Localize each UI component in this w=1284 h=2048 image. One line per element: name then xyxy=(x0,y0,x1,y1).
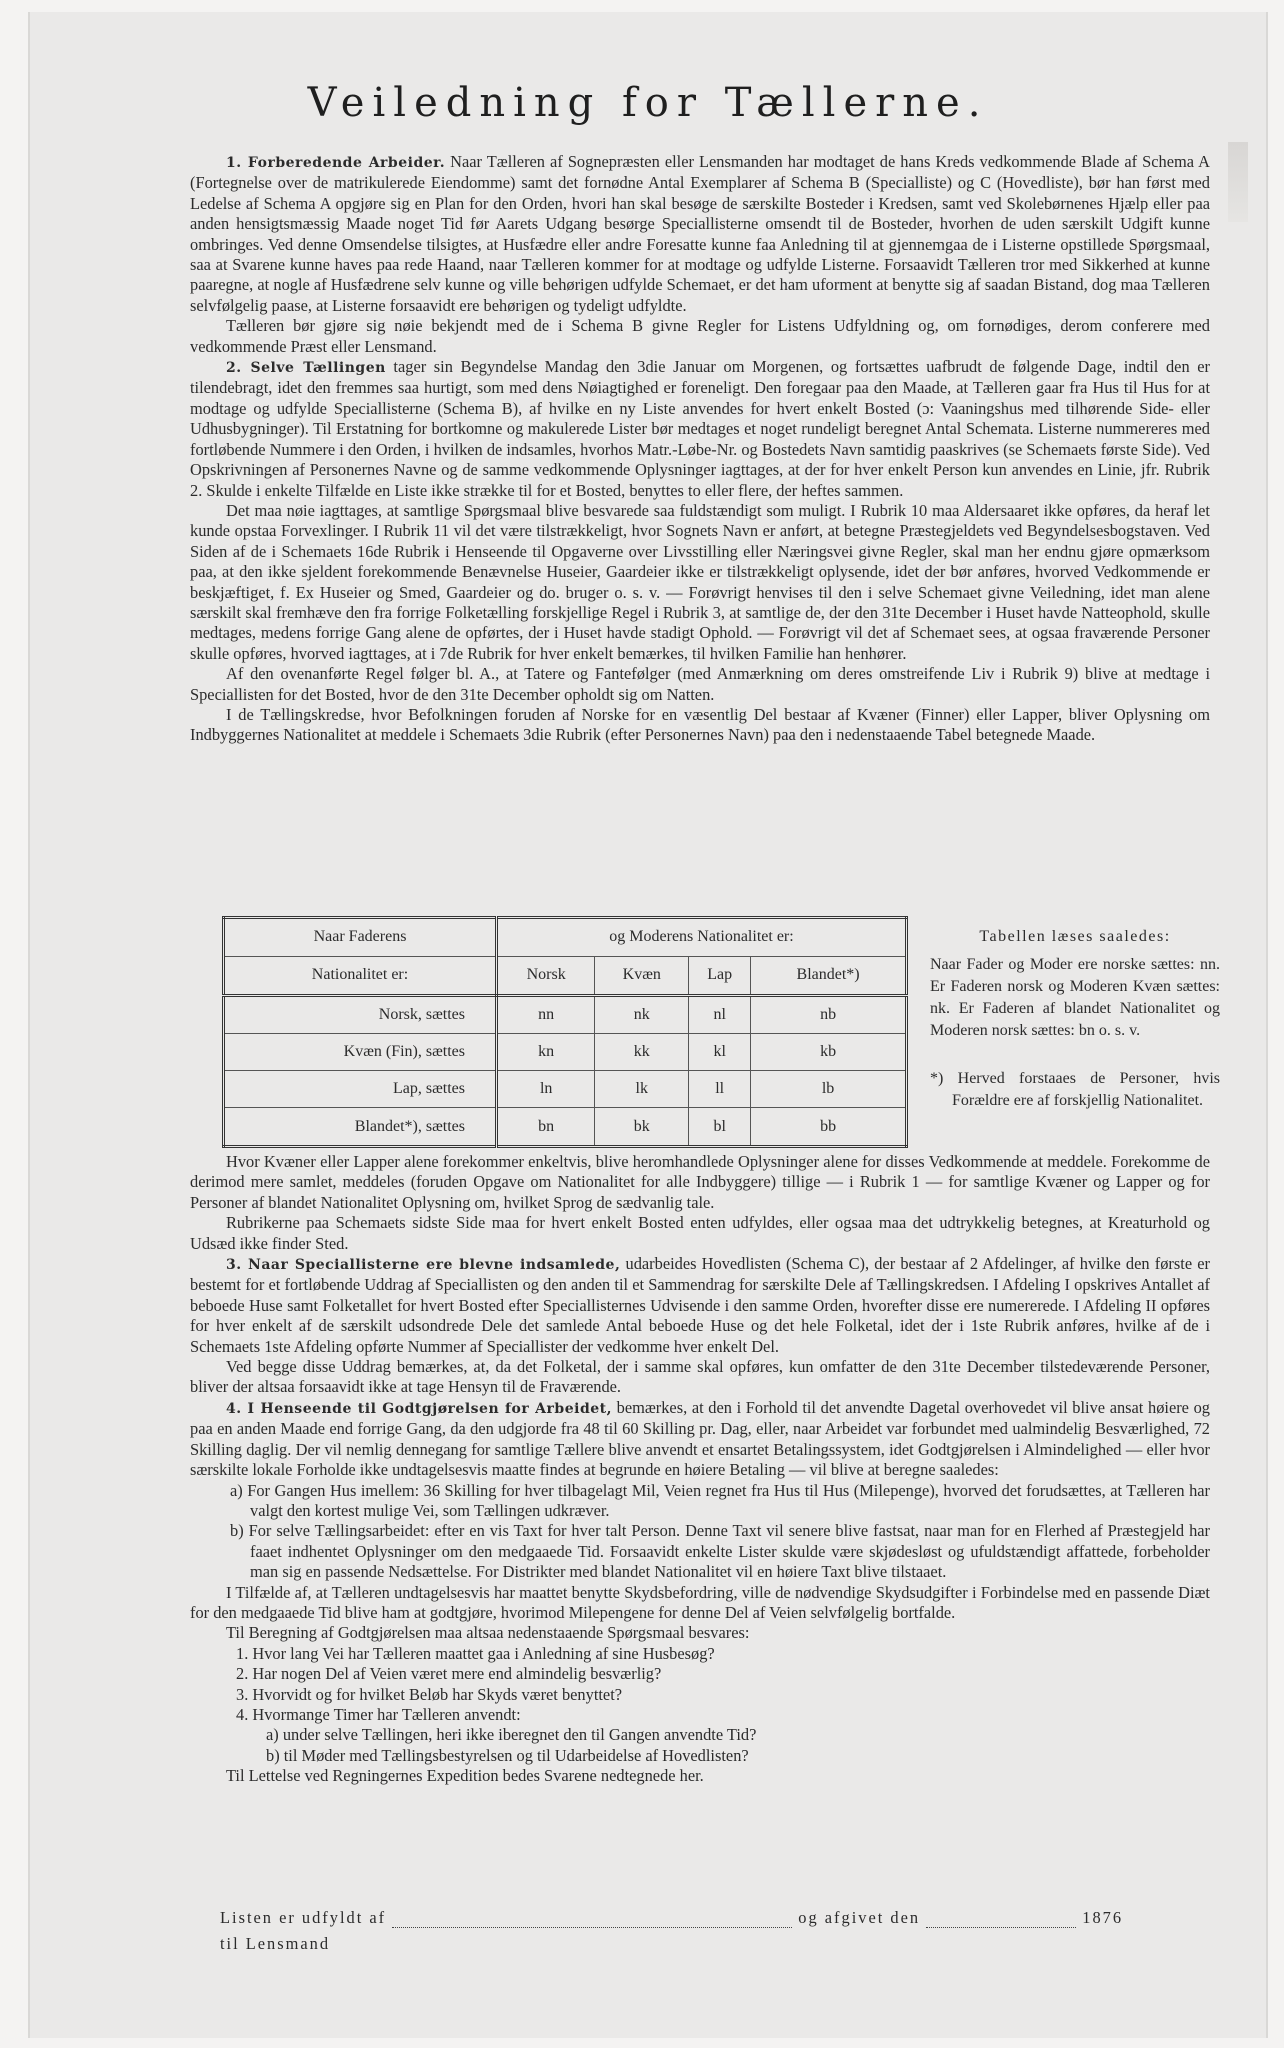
page-edge-shadow xyxy=(1228,142,1248,222)
paragraph: I Tilfælde af, at Tælleren undtagelsesvis har maattet benytte Skydsbefordring, ville de nødvendige Skydsudgifter i Forbindelse med en passende Diæt for den medgaaede Tid blive ham at godtgjøre, hvorimod Milepengene for denne Del af Veien selvfølgelig bortfalde. xyxy=(190,1582,1210,1622)
footer-year: 1876 xyxy=(1082,1908,1124,1927)
father-header-line1: Naar Faderens xyxy=(224,918,497,957)
row-label: Kvæn (Fin), sættes xyxy=(224,1034,497,1071)
table-row xyxy=(224,1108,907,1147)
table-cell: lk xyxy=(595,1071,689,1108)
column-header: Blandet*) xyxy=(751,956,907,995)
side-note-caption: Tabellen læses saaledes: xyxy=(979,928,1171,945)
table-cell: ll xyxy=(689,1071,751,1108)
body-section-3-4 xyxy=(190,1152,1210,1787)
paragraph-text: tager sin Begyndelse Mandag den 3die Januar om Morgenen, og fortsættes uafbrudt de følgende Dage, indtil den er tilendebragt, idet den fremmes saa hurtigt, som med dens Nøiagtighed er foreneligt. Den foregaar paa den Maade, at Tælleren gaar fra Hus til Hus for at modtage og udfylde Speciallisterne (Schema B), af hvilke en ny Liste anvendes for hvert enkelt Bosted (ɔ: Vaaningshus med tilhørende Side- eller Udhusbygninger). Til Erstatning for bortkomne og makulerede Lister bør medtages et noget rundeligt beregnet Antal Schemata. Listerne nummereres med fortløbende Nummere i den Orden, i hvilken de indsamles, hvorhos Matr.-Løbe-Nr. og Bostedets Navn samtidig paaskrives (se Schemaets første Side). Ved Opskrivningen af Personernes Navne og de samme vedkommende Oplysninger iagttages, at der for hver enkelt Person kun anvendes en Linie, jfr. Rubrik 2. Skulde i enkelte Tilfælde en Liste ikke strække til for et Bosted, benyttes to eller flere, der heftes sammen. xyxy=(190,357,1210,500)
paragraph xyxy=(190,357,1210,501)
question-item: 1. Hvor lang Vei har Tælleren maattet gaa i Anledning af sine Husbesøg? xyxy=(236,1643,715,1663)
question-item: 3. Hvorvidt og for hvilket Beløb har Skyds været benyttet? xyxy=(236,1684,623,1704)
paragraph-text: Naar Tælleren af Sognepræsten eller Lensmanden har modtaget de hans Kreds vedkommende Blade af Schema A (Fortegnelse over de matrikulerede Eiendomme) samt det fornødne Antal Exemplarer af Schema B (Specialliste) og C (Hovedliste), bør han først med Ledelse af Schema A opgjøre sig en Plan for den Orden, hvori han skal besøge de særskilte Bosteder i Kredsen, samt ved Skolebørnenes Hjælp eller paa anden hensigtsmæssig Maade noget Tid før Aarets Udgang besørge Speciallisterne omsendt til de Bosteder, hvorhen de uden særskilt Udgift kunne ombringes. Ved denne Omsendelse tilsigtes, at Husfædre eller andre Foresatte kunne faa Anledning til at gjennemgaa de i Listerne opstillede Spørgsmaal, saa at Svarene kunne haves paa rede Haand, naar Tælleren kommer for at modtage og udfylde Listerne. Forsaavidt Tælleren tror med Sikkerhed at kunne paaregne, at nogle af Husfædrene selv kunne og ville behørigen udfylde Schemaet, er det ham uforment at benytte sig af saadan Bistand, dog maa Tælleren selvfølgelig paase, at Listerne forsaavidt ere behørigen og tydeligt udfyldte. xyxy=(190,152,1210,315)
filled-by-field[interactable] xyxy=(392,1927,792,1928)
side-note-footnote: *) Herved forstaaes de Personer, hvis Forældre ere af forskjellig Nationalitet. xyxy=(930,1070,1220,1109)
paragraph: Hvor Kvæner eller Lapper alene forekommer enkeltvis, blive heromhandlede Oplysninger alene for disses Vedkommende at meddele. Forekomme de derimod mere samlet, meddeles (foruden Opgave om Nationalitet for alle Indbyggere) tillige — i Rubrik 1 — for samtlige Kvæner og Lapper og for Personer af blandet Nationalitet Oplysning om, hvilket Sprog de sædvanlig tale. xyxy=(190,1152,1210,1212)
column-header: Kvæn xyxy=(595,956,689,995)
signature-line xyxy=(220,1908,1220,1928)
table-cell: ln xyxy=(497,1071,595,1108)
list-item: a) For Gangen Hus imellem: 36 Skilling for hver tilbagelagt Mil, Veien regnet fra Hus til Hus (Milepenge), hvorved det forudsættes, at Tælleren har valgt den kortest mulige Vei, som Tællingen udkræver. xyxy=(230,1480,1210,1520)
paragraph: Tælleren bør gjøre sig nøie bekjendt med de i Schema B givne Regler for Listens Udfyldning og, om fornødiges, derom conferere med vedkommende Præst eller Lensmand. xyxy=(190,316,1210,356)
table-row xyxy=(224,1071,907,1108)
paragraph: Til Lettelse ved Regningernes Expedition bedes Svarene nedtegnede her. xyxy=(226,1766,704,1786)
table-cell: kk xyxy=(595,1034,689,1071)
table-cell: bk xyxy=(595,1108,689,1147)
table-cell: kb xyxy=(751,1034,907,1071)
column-header: Lap xyxy=(689,956,751,995)
table-cell: kn xyxy=(497,1034,595,1071)
table-cell: lb xyxy=(751,1071,907,1108)
table-cell: kl xyxy=(689,1034,751,1071)
table-cell: bl xyxy=(689,1108,751,1147)
table-cell: bb xyxy=(751,1108,907,1147)
table-cell: nn xyxy=(497,995,595,1034)
section-heading: 3. Naar Speciallisterne ere blevne indsamlede, xyxy=(226,1257,621,1274)
paragraph xyxy=(190,1398,1210,1481)
mother-header: og Moderens Nationalitet er: xyxy=(497,918,907,957)
list-item: b) For selve Tællingsarbeidet: efter en vis Taxt for hver talt Person. Denne Taxt vil senere blive fastsat, naar man for en Flerhed af Præstegjeld har faaet indhentet Oplysninger om den medgaaede Tid. Forsaavidt enkelte Lister skulde være skjødesløst og ufuldstændigt affattede, forbeholder man sig en passende Nedsættelse. For Distrikter med blandet Nationalitet vil en høiere Taxt blive tilstaaet. xyxy=(230,1521,1210,1582)
subquestion-item: a) under selve Tællingen, heri ikke iberegnet den til Gangen anvendte Tid? xyxy=(266,1725,757,1745)
paragraph xyxy=(190,152,1210,316)
subquestion-item: b) til Møder med Tællingsbestyrelsen og til Udarbeidelse af Hovedlisten? xyxy=(266,1745,749,1765)
section-heading: 1. Forberedende Arbeider. xyxy=(226,155,446,171)
nationality-table-block xyxy=(222,916,1222,1148)
row-label: Lap, sættes xyxy=(224,1071,497,1108)
body-section-1-2 xyxy=(190,152,1210,746)
nationality-table xyxy=(222,916,908,1148)
row-label: Blandet*), sættes xyxy=(224,1108,497,1147)
father-header-line2: Nationalitet er: xyxy=(224,956,497,995)
paragraph-text: bemærkes, at den i Forhold til det anvendte Dagetal overhovedet vil blive ansat høiere og paa en anden Maade end forrige Gang, da den udgjorde fra 48 til 60 Skilling pr. Dag, eller, naar Arbeidet var forbundet med ualmindelig Besværlighed, 72 Skilling daglig. Der vil nemlig dennegang for samtlige Tællere blive anvendt et ensartet Betalingssystem, idet Godtgjørelsen i Almindelighed — eller hvor særskilte lokale Forholde ikke undtagelsesvis maatte findes at begrunde en høiere Betaling — vil blive at beregne saaledes: xyxy=(190,1397,1210,1480)
paragraph-text: udarbeides Hovedlisten (Schema C), der bestaar af 2 Afdelinger, af hvilke den første er bestemt for et fortløbende Uddrag af Speciallisten og den anden til et Sammendrag for særskilte Dele af Tællingskredsen. I Afdeling I opskrives Antallet af beboede Huse samt Folketallet for hvert Bosted efter Speciallisternes Udvisende i den samme Orden, hvorefter disse ere numererede. I Afdeling II opføres for hver enkelt af de særskilt udsondrede Dele det samlede Antal beboede Huse og det hele Folketal, idet der i 1ste Rubrik anføres, hvilke af de i Schemaets 1ste Afdeling opførte Nummer af Speciallister der vedkomme hver enkelt Del. xyxy=(190,1254,1210,1356)
table-cell: nk xyxy=(595,995,689,1034)
table-side-note xyxy=(930,926,1220,1112)
question-item: 4. Hvormange Timer har Tælleren anvendt: xyxy=(236,1704,521,1724)
delivered-date-field[interactable] xyxy=(926,1927,1076,1928)
paragraph: Af den ovenanførte Regel følger bl. A., at Tatere og Fantefølger (med Anmærkning om deres omstreifende Liv i Rubrik 9) blive at medtage i Speciallisten for det Bosted, hvor de den 31te December opholdt sig om Natten. xyxy=(190,664,1210,704)
table-cell: bn xyxy=(497,1108,595,1147)
table-cell: nb xyxy=(751,995,907,1034)
section-heading: 4. I Henseende til Godtgjørelsen for Arbeidet, xyxy=(226,1400,612,1417)
paragraph: Ved begge disse Uddrag bemærkes, at, da det Folketal, der i samme skal opføres, kun omfatter de den 31te December tilstedeværende Personer, bliver der altsaa forsaavidt ikke at tage Hensyn til de Fraværende. xyxy=(190,1357,1210,1397)
side-note-text: Naar Fader og Moder ere norske sættes: nn. Er Faderen norsk og Moderen Kvæn sættes: nk. Er Faderen af blandet Nationalitet og Moderen norsk sættes: bn o. s. v. xyxy=(930,956,1220,1039)
lensmand-line xyxy=(220,1934,1220,1954)
question-item: 2. Har nogen Del af Veien været mere end almindelig besværlig? xyxy=(236,1664,662,1684)
paragraph xyxy=(190,1254,1210,1357)
table-row xyxy=(224,1034,907,1071)
section-heading: 2. Selve Tællingen xyxy=(226,360,386,377)
paragraph: Til Beregning af Godtgjørelsen maa altsaa nedenstaaende Spørgsmaal besvares: xyxy=(226,1623,750,1643)
document-page xyxy=(28,12,1268,2038)
table-row xyxy=(224,995,907,1034)
paragraph: I de Tællingskredse, hvor Befolkningen foruden af Norske for en væsentlig Del bestaar af Kvæner (Finner) eller Lapper, bliver Oplysning om Indbyggernes Nationalitet at meddele i Schemaets 3die Rubrik (efter Personernes Navn) paa den i nedenstaaende Tabel betegnede Maade. xyxy=(190,704,1210,745)
row-label: Norsk, sættes xyxy=(224,995,497,1034)
paragraph: Det maa nøie iagttages, at samtlige Spørgsmaal blive besvarede saa fuldstændigt som muligt. I Rubrik 10 maa Aldersaaret ikke opføres, da heraf let kunde opstaa Forvexlinger. I Rubrik 11 vil det være tilstrækkeligt, hvor Sognets Navn er anført, at betegne Præstegjeldets ved Begyndelsesbogstaven. Ved Siden af de i Schemaets 16de Rubrik i Henseende til Opgaverne over Livsstilling eller Næringsvei givne Regler, skal man her endnu gjøre opmærksom paa, at den ikke sjeldent forekommende Benævnelse Huseier, Gaardeier ikke er tilstrækkeligt oplysende, idet der bør anføres, hvorved Vedkommende er beskjæftiget, f. Ex Huseier og Smed, Gaardeier og do. bruger o. s. v. — Forøvrigt henvises til den i selve Schemaet givne Veiledning, idet man alene særskilt skal fremhæve den fra forrige Folketælling forskjellige Regel i Rubrik 3, at samtlige de, der den 31te December i Huset havde Natteophold, skulle medtages, medens forrige Gang alene de opførtes, der i Huset havde stadigt Ophold. — Forøvrigt vil det af Schemaet sees, at ogsaa fraværende Personer skulle opføres, hvorved iagttages, at i 7de Rubrik for hver enkelt bemærkes, til hvilken Familie han henhører. xyxy=(190,500,1210,663)
paragraph: Rubrikerne paa Schemaets sidste Side maa for hvert enkelt Bosted enten udfyldes, eller ogsaa maa det udtrykkelig betegnes, at Kreaturhold og Udsæd ikke finder Sted. xyxy=(190,1213,1210,1253)
page-title: Veiledning for Tællerne. xyxy=(307,80,989,126)
footer-label-lensmand: til Lensmand xyxy=(220,1934,331,1953)
footer-label-delivered: og afgivet den xyxy=(798,1908,921,1927)
column-header: Norsk xyxy=(497,956,595,995)
footer-label-filled-by: Listen er udfyldt af xyxy=(220,1908,387,1927)
table-cell: nl xyxy=(689,995,751,1034)
